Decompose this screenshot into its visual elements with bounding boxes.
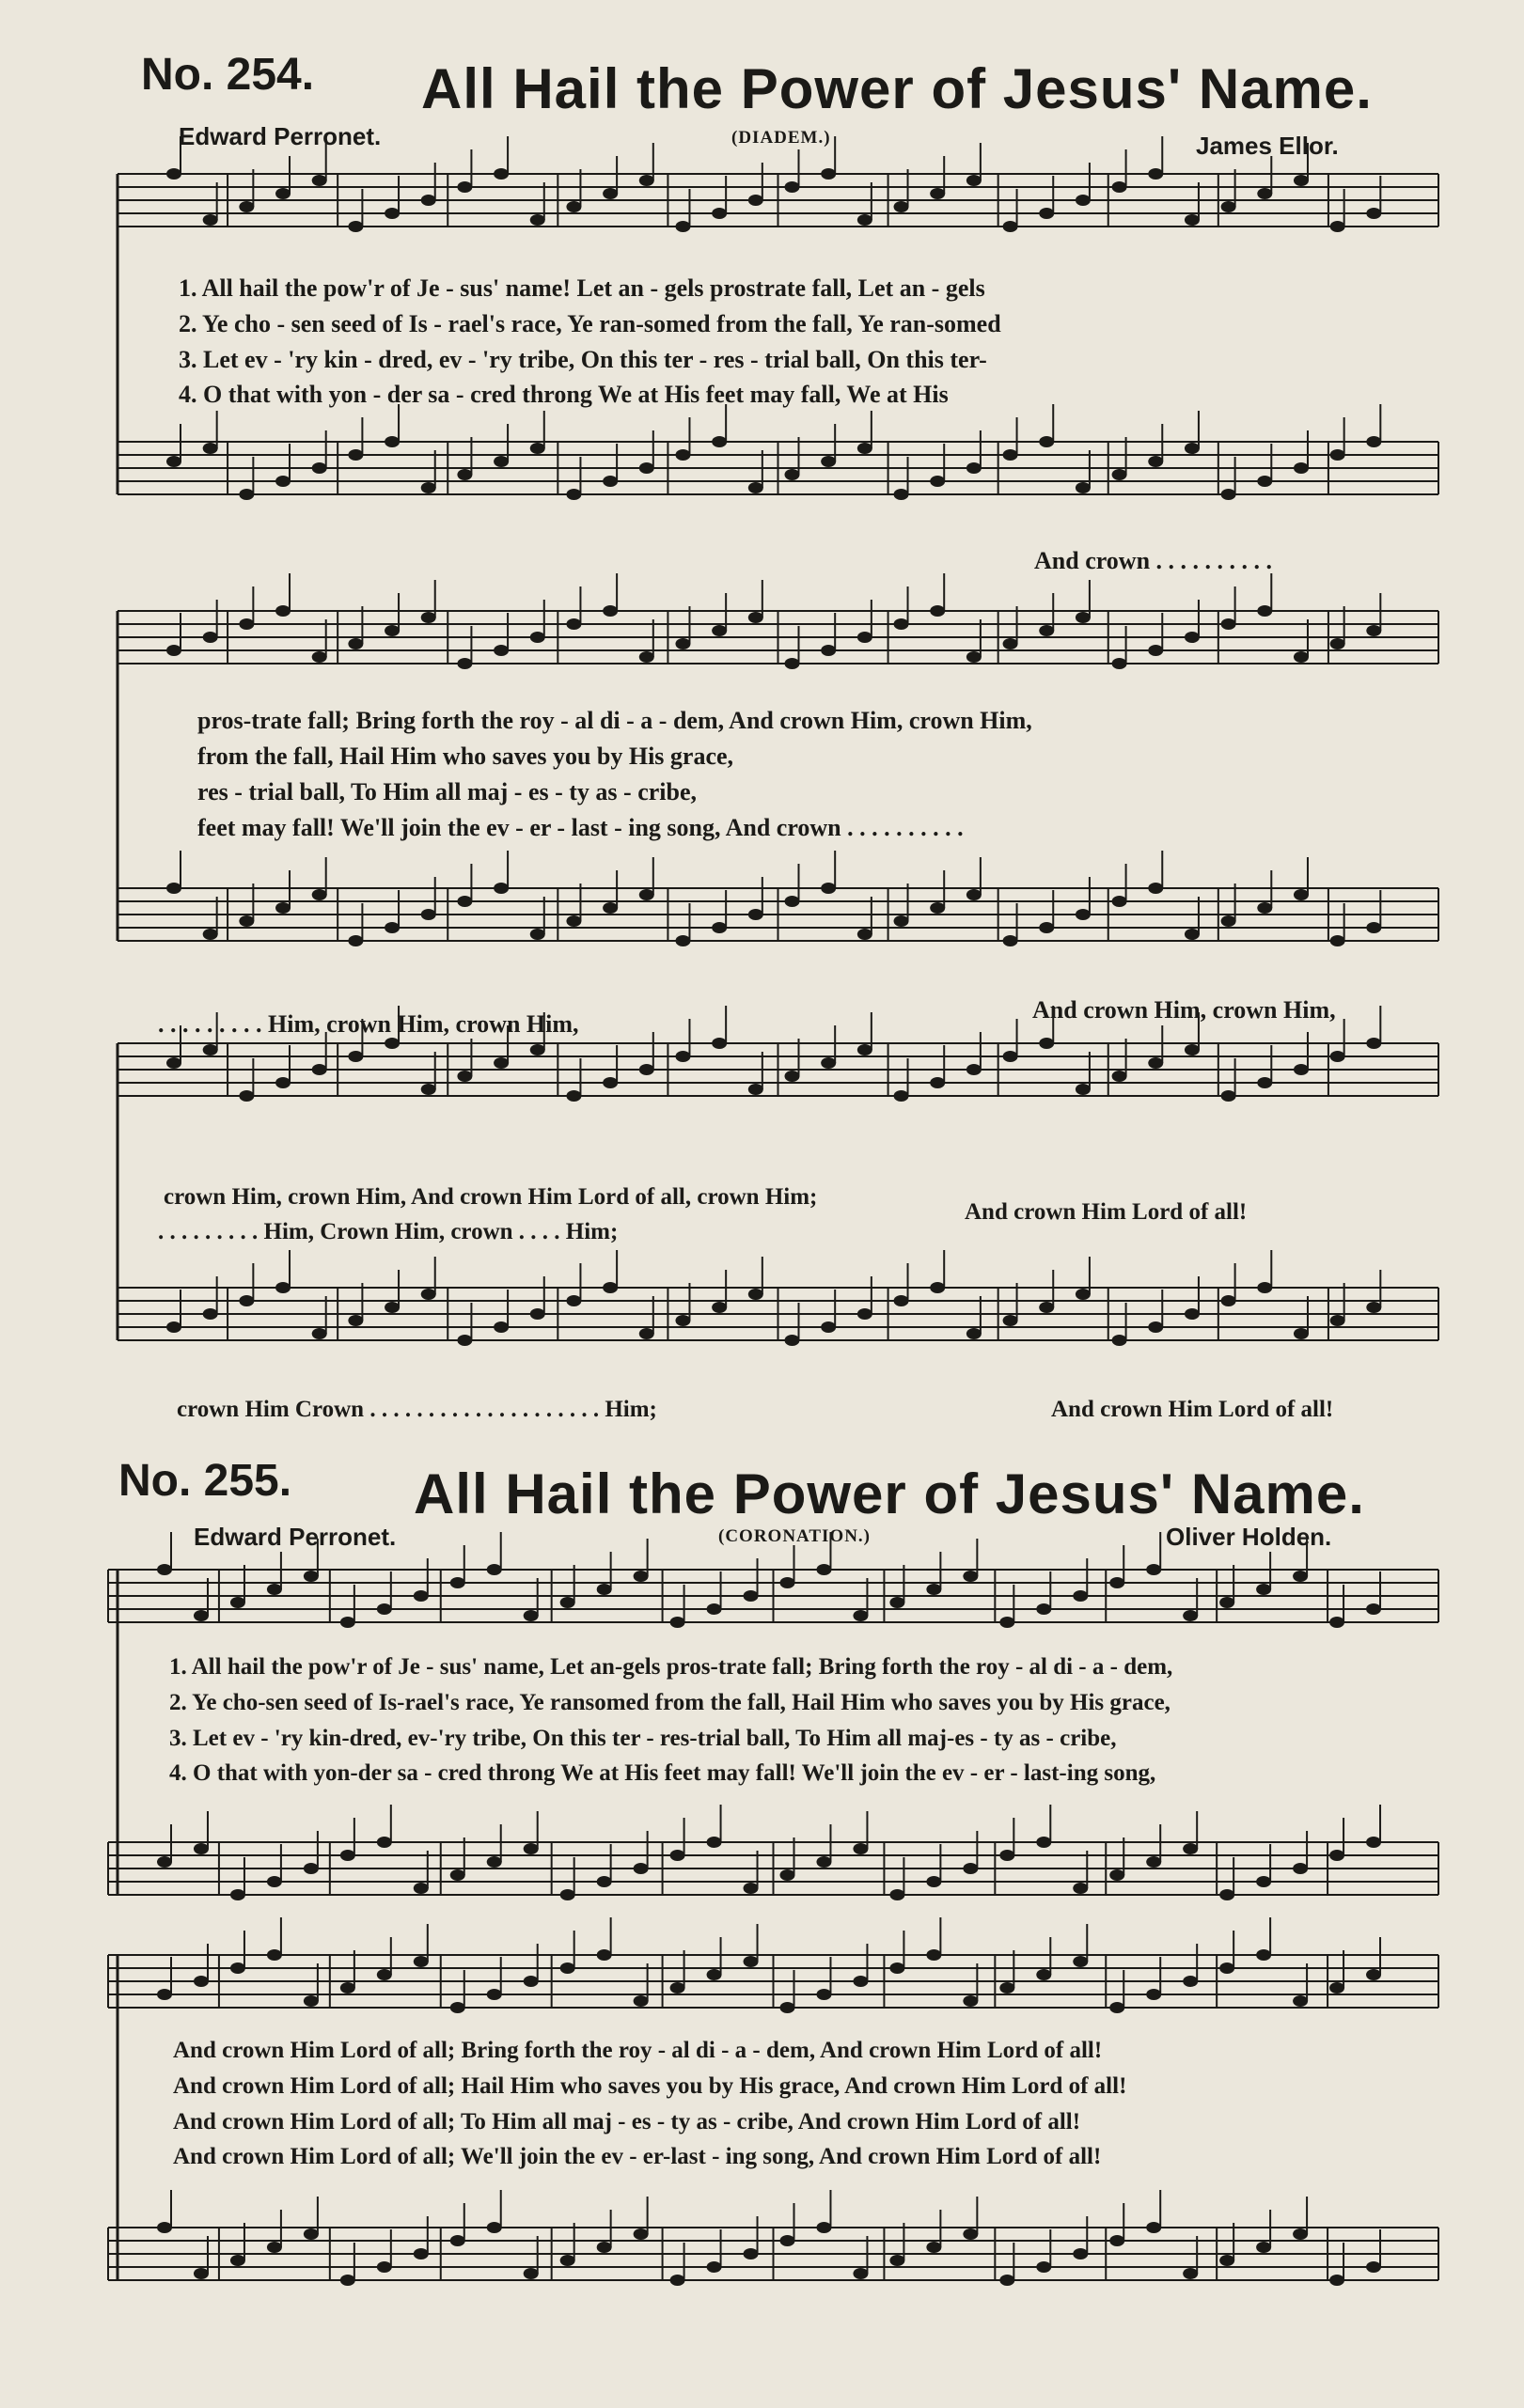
hymn-255-number: No. 255. [118, 1456, 292, 1506]
verse-line: pros-trate fall; Bring forth the roy - al di - a - dem, And crown Him, crown Him, [197, 707, 1032, 734]
hymn-254-bass-line-b-right: And crown Him, crown Him, [1032, 996, 1336, 1024]
hymn-255-tune: (CORONATION.) [718, 1526, 872, 1546]
verse-line: 4. O that with yon - der sa - cred throng We at His feet may fall, We at His [179, 381, 949, 408]
hymn-254-bass-line-b-left: . . . . . . . . . Him, crown Him, crown Him, [158, 1010, 579, 1038]
verse-line: And crown Him Lord of all; We'll join the ev - er-last - ing song, And crown Him Lord of all! [173, 2144, 1102, 2169]
hymn-254-bass-line-a: And crown . . . . . . . . . . [1034, 547, 1273, 574]
verse-line: And crown Him Lord of all; Bring forth the roy - al di - a - dem, And crown Him Lord of all! [173, 2038, 1103, 2063]
verse-line: 1. All hail the pow'r of Je - sus' name, Let an-gels pros-trate fall; Bring forth the roy - al di - a - dem, [169, 1654, 1173, 1680]
hymn-254-title: All Hail the Power of Jesus' Name. [421, 57, 1373, 120]
verse-line: 3. Let ev - 'ry kin-dred, ev-'ry tribe, On this ter - res-trial ball, To Him all maj-es - ty as - cribe, [169, 1726, 1117, 1751]
hymn-255-composer: Oliver Holden. [1166, 1523, 1332, 1551]
hymn-254-tune: (DIADEM.) [731, 128, 831, 148]
verse-line: 2. Ye cho-sen seed of Is-rael's race, Ye ransomed from the fall, Hail Him who saves you by His grace, [169, 1690, 1170, 1715]
verse-line: 3. Let ev - 'ry kin - dred, ev - 'ry tribe, On this ter - res - trial ball, On this ter- [179, 346, 987, 373]
hymn-254-bass-line-c-left: crown Him Crown . . . . . . . . . . . . . . . . . . . . Him; [177, 1397, 657, 1422]
verse-line: 1. All hail the pow'r of Je - sus' name! Let an - gels prostrate fall, Let an - gels [179, 274, 985, 302]
hymn-254-soprano-line-c: crown Him, crown Him, And crown Him Lord of all, crown Him; [164, 1184, 818, 1210]
verse-line: And crown Him Lord of all; To Him all maj - es - ty as - cribe, And crown Him Lord of all! [173, 2109, 1081, 2134]
verse-line: feet may fall! We'll join the ev - er - last - ing song, And crown . . . . . . . . . . [197, 814, 964, 841]
hymn-254-composer: James Ellor. [1196, 132, 1339, 160]
verse-line: from the fall, Hail Him who saves you by His grace, [197, 743, 734, 770]
hymn-254-final-line-c: And crown Him Lord of all! [965, 1199, 1248, 1225]
hymn-254-alto-line-c: . . . . . . . . . Him, Crown Him, crown . . . . Him; [158, 1219, 619, 1244]
verse-line: res - trial ball, To Him all maj - es - ty as - cribe, [197, 778, 698, 805]
verse-line: 4. O that with yon-der sa - cred throng We at His feet may fall! We'll join the ev - er - last-ing song, [169, 1760, 1156, 1786]
hymn-254-number: No. 254. [141, 50, 315, 100]
hymn-255-title: All Hail the Power of Jesus' Name. [414, 1462, 1365, 1525]
verse-line: And crown Him Lord of all; Hail Him who saves you by His grace, And crown Him Lord of all! [173, 2073, 1127, 2099]
verse-line: 2. Ye cho - sen seed of Is - rael's race, Ye ran-somed from the fall, Ye ran-somed [179, 310, 1001, 337]
hymn-255-author: Edward Perronet. [194, 1523, 397, 1551]
hymn-254-author: Edward Perronet. [179, 122, 382, 150]
hymn-254-bass-line-c-right: And crown Him Lord of all! [1051, 1397, 1334, 1422]
